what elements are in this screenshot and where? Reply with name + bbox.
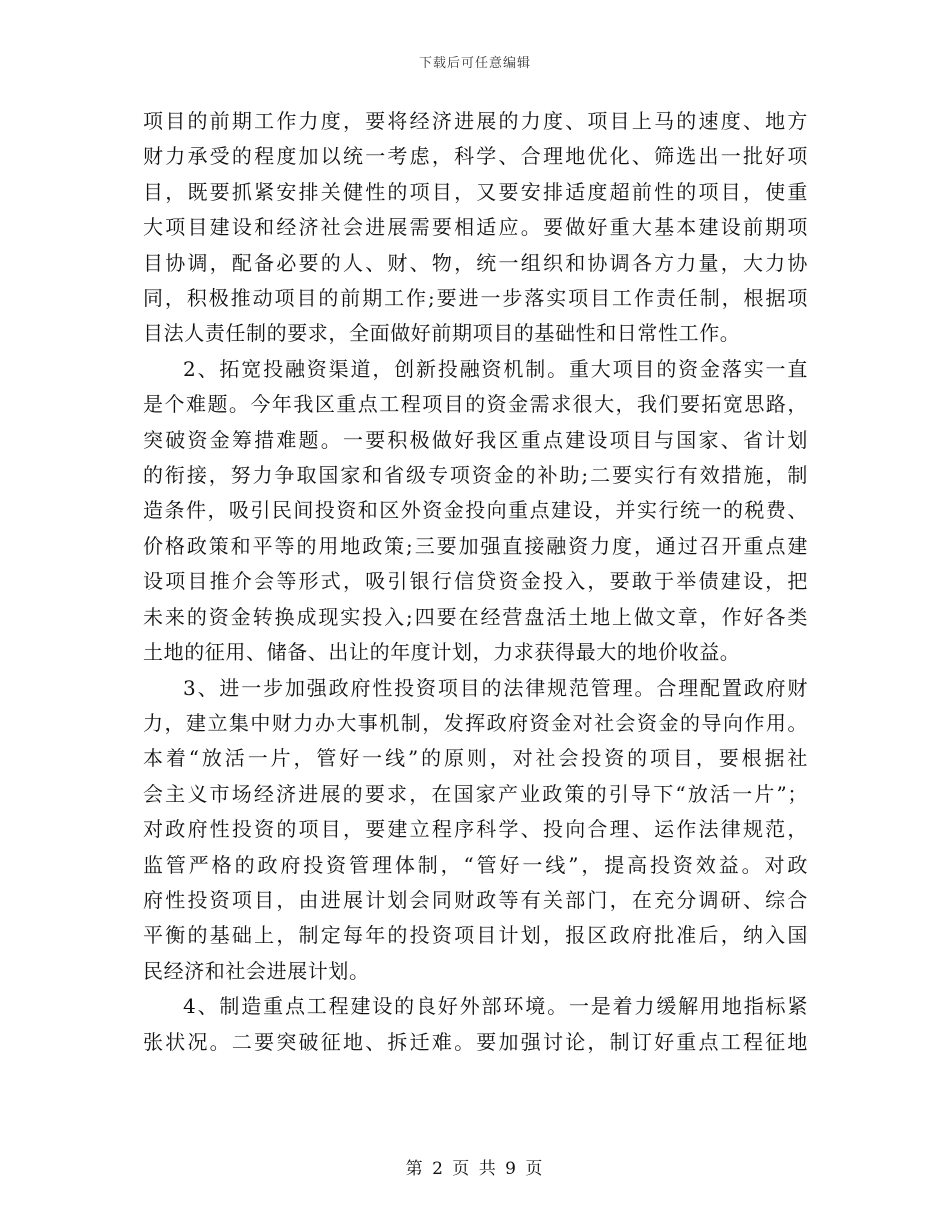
paragraph-1 [143, 104, 808, 352]
paragraph-2 [143, 352, 808, 671]
text-line: 目法人责任制的要求，全面做好前期项目的基础性和日常性工作。 [143, 321, 741, 346]
text-line: 财力承受的程度加以统一考虑，科学、合理地优化、筛选出一批好项 [143, 144, 808, 169]
text-line: 3、进一步加强政府性投资项目的法律规范管理。合理配置政府财 [183, 675, 808, 700]
text-line: 设项目推介会等形式，吸引银行信贷资金投入，要敢于举债建设，把 [143, 569, 808, 594]
text-line: 监管严格的政府投资管理体制，“管好一线”，提高投资效益。对政 [143, 852, 808, 877]
text-line: 本着“放活一片，管好一线”的原则，对社会投资的项目，要根据社 [143, 746, 808, 771]
text-line: 2、拓宽投融资渠道，创新投融资机制。重大项目的资金落实一直 [183, 356, 808, 381]
text-line: 大项目建设和经济社会进展需要相适应。要做好重大基本建设前期项 [143, 215, 808, 240]
page-header: 下载后可任意编辑 [418, 56, 531, 71]
text-line: 土地的征用、储备、出让的年度计划，力求获得最大的地价收益。 [143, 640, 741, 665]
paragraph-3 [143, 671, 808, 990]
document-body [143, 104, 808, 1060]
text-line: 民经济和社会进展计划。 [143, 958, 370, 983]
text-line: 目协调，配备必要的人、财、物，统一组织和协调各方力量，大力协 [143, 250, 808, 275]
text-line: 府性投资项目，由进展计划会同财政等有关部门，在充分调研、综合 [143, 887, 808, 912]
text-line: 突破资金筹措难题。一要积极做好我区重点建设项目与国家、省计划 [143, 427, 808, 452]
text-line: 4、制造重点工程建设的良好外部环境。一是着力缓解用地指标紧 [183, 994, 808, 1019]
text-line: 造条件，吸引民间投资和区外资金投向重点建设，并实行统一的税费、 [143, 498, 808, 523]
text-line: 的衔接，努力争取国家和省级专项资金的补助;二要实行有效措施，制 [143, 463, 808, 488]
text-line: 价格政策和平等的用地政策;三要加强直接融资力度，通过召开重点建 [143, 533, 808, 558]
text-line: 力，建立集中财力办大事机制，发挥政府资金对社会资金的导向作用。 [143, 710, 808, 735]
text-line: 未来的资金转换成现实投入;四要在经营盘活土地上做文章，作好各类 [143, 604, 808, 629]
page-number-footer: 第 2 页 共 9 页 [405, 1159, 545, 1179]
paragraph-4 [143, 989, 808, 1060]
text-line: 目，既要抓紧安排关健性的项目，又要安排适度超前性的项目，使重 [143, 179, 808, 204]
text-line: 会主义市场经济进展的要求，在国家产业政策的引导下“放活一片”； [143, 781, 808, 806]
text-line: 项目的前期工作力度，要将经济进展的力度、项目上马的速度、地方 [143, 109, 808, 133]
text-line: 平衡的基础上，制定每年的投资项目计划，报区政府批准后，纳入国 [143, 923, 808, 948]
text-line: 同，积极推动项目的前期工作;要进一步落实项目工作责任制，根据项 [143, 286, 808, 311]
text-line: 张状况。二要突破征地、拆迁难。要加强讨论，制订好重点工程征地 [143, 1029, 808, 1054]
text-line: 对政府性投资的项目，要建立程序科学、投向合理、运作法律规范， [143, 817, 808, 842]
text-line: 是个难题。今年我区重点工程项目的资金需求很大，我们要拓宽思路， [143, 392, 808, 417]
